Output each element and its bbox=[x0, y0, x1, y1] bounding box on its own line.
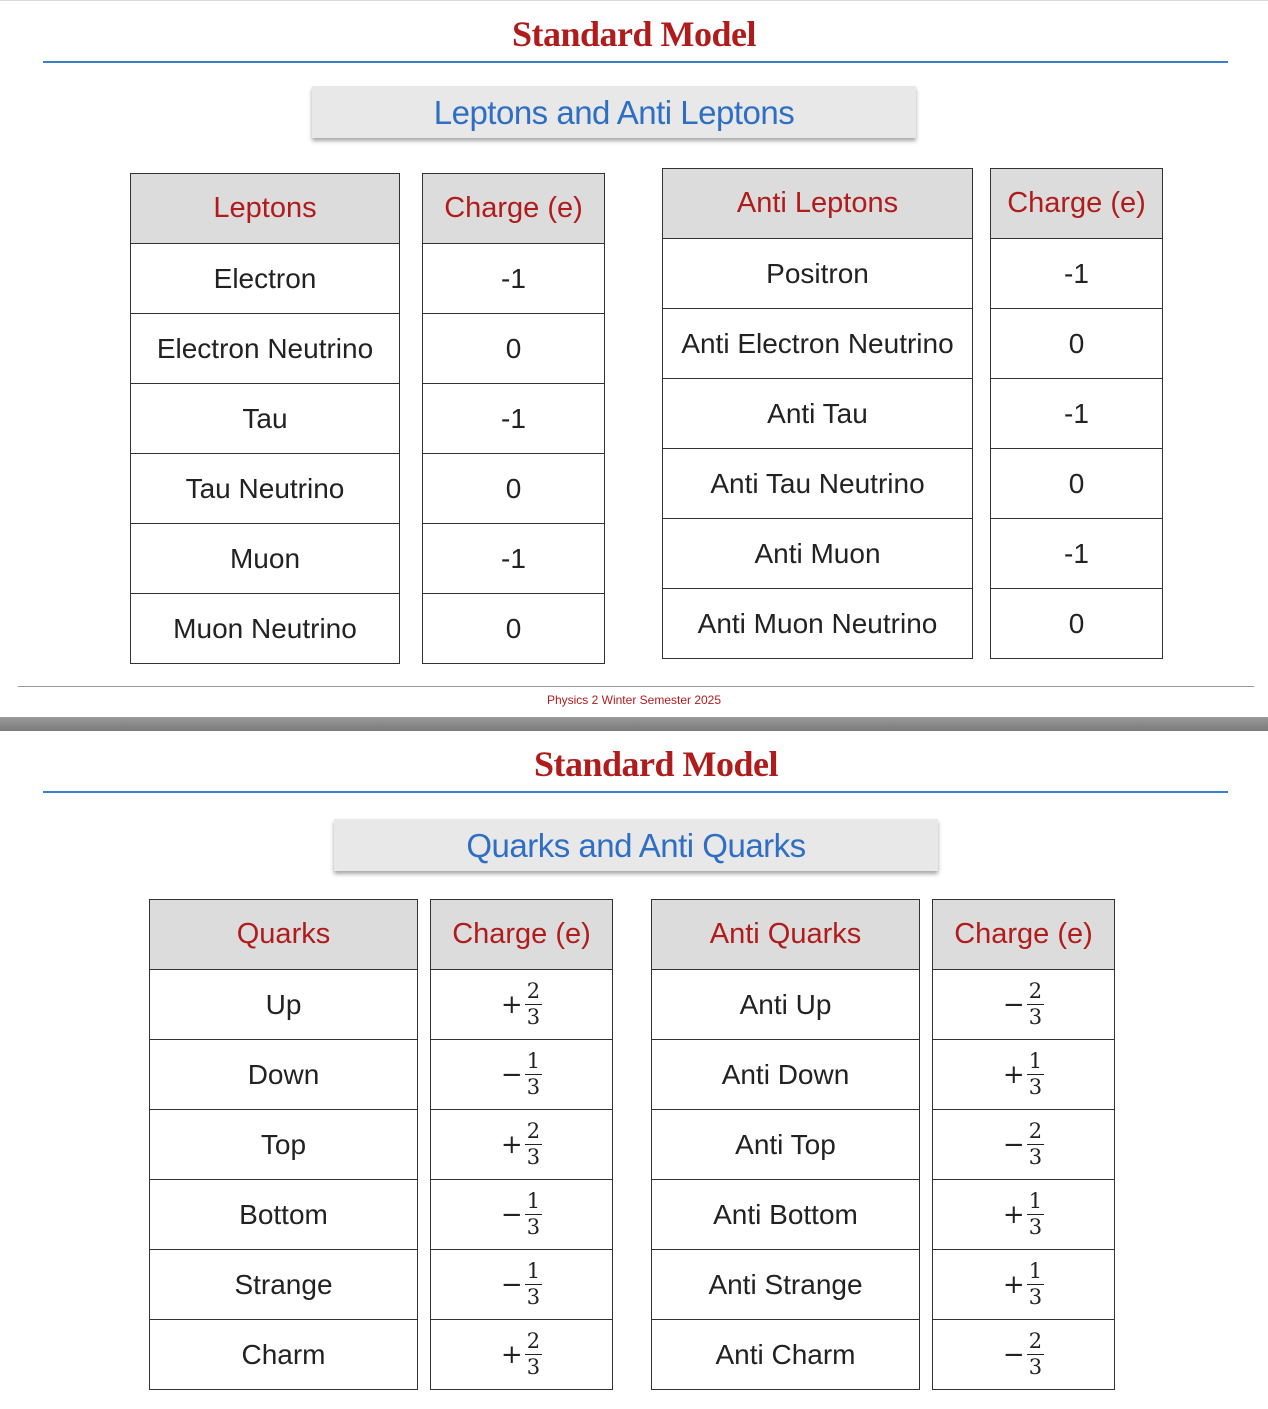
footer-text: Physics 2 Winter Semester 2025 bbox=[546, 693, 722, 707]
table-row bbox=[663, 379, 973, 449]
fraction-denominator: 3 bbox=[1028, 1355, 1043, 1379]
table-row bbox=[423, 384, 605, 454]
fraction-numerator: 1 bbox=[1028, 1049, 1043, 1073]
quark-charge-table bbox=[430, 899, 613, 1390]
table-cell: Positron bbox=[663, 239, 973, 309]
fraction-numerator: 2 bbox=[1028, 1329, 1043, 1353]
charge-cell bbox=[431, 970, 613, 1040]
table-cell: -1 bbox=[423, 384, 605, 454]
table-cell: Anti Up bbox=[652, 970, 920, 1040]
table-cell: -1 bbox=[991, 239, 1163, 309]
table-row bbox=[150, 1250, 418, 1320]
charge-header: Charge (e) bbox=[933, 900, 1115, 970]
table-row bbox=[991, 519, 1163, 589]
table-row bbox=[933, 1250, 1115, 1320]
table-cell: Anti Electron Neutrino bbox=[663, 309, 973, 379]
charge-header: Charge (e) bbox=[991, 169, 1163, 239]
table-cell: Anti Muon bbox=[663, 519, 973, 589]
fraction-numerator: 1 bbox=[526, 1189, 541, 1213]
table-cell: Down bbox=[150, 1040, 418, 1110]
table-cell: Muon bbox=[131, 524, 400, 594]
fraction-denominator: 3 bbox=[526, 1145, 541, 1169]
charge-sign: + bbox=[1002, 1059, 1025, 1090]
table-row bbox=[991, 589, 1163, 659]
charge-cell bbox=[431, 1180, 613, 1250]
charge-sign: + bbox=[500, 1129, 523, 1160]
table-cell: Electron Neutrino bbox=[131, 314, 400, 384]
charge-fraction bbox=[525, 981, 542, 1028]
table-cell: -1 bbox=[991, 379, 1163, 449]
slide-title: Standard Model bbox=[533, 744, 779, 784]
charge-fraction bbox=[525, 1191, 542, 1238]
charge-sign: + bbox=[500, 989, 523, 1020]
charge-fraction bbox=[1027, 1191, 1044, 1238]
footer-rule bbox=[18, 686, 1254, 687]
charge-cell bbox=[431, 1040, 613, 1110]
table-row bbox=[652, 1040, 920, 1110]
table-cell: -1 bbox=[991, 519, 1163, 589]
fraction-denominator: 3 bbox=[526, 1285, 541, 1309]
charge-sign: + bbox=[1002, 1199, 1025, 1230]
table-row bbox=[423, 454, 605, 524]
table-cell: -1 bbox=[423, 244, 605, 314]
fraction-numerator: 2 bbox=[526, 1329, 541, 1353]
charge-sign: + bbox=[1002, 1269, 1025, 1300]
charge-cell bbox=[933, 1040, 1115, 1110]
fraction-numerator: 1 bbox=[526, 1259, 541, 1283]
charge-sign: − bbox=[500, 1269, 523, 1300]
charge-fraction bbox=[1027, 1331, 1044, 1378]
table-row bbox=[431, 1180, 613, 1250]
charge-fraction bbox=[1027, 1051, 1044, 1098]
table-row bbox=[423, 314, 605, 384]
table-row bbox=[663, 449, 973, 519]
table-row bbox=[131, 314, 400, 384]
table-row bbox=[652, 1110, 920, 1180]
quarks-header: Quarks bbox=[150, 900, 418, 970]
table-cell: Tau Neutrino bbox=[131, 454, 400, 524]
charge-sign: − bbox=[1002, 989, 1025, 1020]
table-cell: Muon Neutrino bbox=[131, 594, 400, 664]
table-row bbox=[131, 594, 400, 664]
fraction-numerator: 1 bbox=[526, 1049, 541, 1073]
table-cell: -1 bbox=[423, 524, 605, 594]
table-row bbox=[652, 1180, 920, 1250]
table-row bbox=[150, 1320, 418, 1390]
table-cell: Strange bbox=[150, 1250, 418, 1320]
table-cell: 0 bbox=[991, 449, 1163, 519]
section-banner: Leptons and Anti Leptons bbox=[312, 86, 916, 138]
charge-fraction bbox=[525, 1261, 542, 1308]
charge-fraction bbox=[1027, 981, 1044, 1028]
fraction-denominator: 3 bbox=[1028, 1145, 1043, 1169]
title-rule bbox=[43, 791, 1228, 793]
charge-header: Charge (e) bbox=[423, 174, 605, 244]
fraction-denominator: 3 bbox=[526, 1075, 541, 1099]
anti-leptons-table bbox=[662, 168, 973, 659]
table-row bbox=[431, 1250, 613, 1320]
table-row bbox=[150, 970, 418, 1040]
section-banner: Quarks and Anti Quarks bbox=[334, 819, 938, 871]
table-row bbox=[663, 519, 973, 589]
fraction-numerator: 2 bbox=[526, 1119, 541, 1143]
table-row bbox=[423, 524, 605, 594]
fraction-denominator: 3 bbox=[1028, 1215, 1043, 1239]
table-row bbox=[131, 384, 400, 454]
table-row bbox=[431, 970, 613, 1040]
charge-cell bbox=[933, 1110, 1115, 1180]
table-row bbox=[991, 239, 1163, 309]
table-cell: Anti Tau bbox=[663, 379, 973, 449]
table-row bbox=[933, 970, 1115, 1040]
table-row bbox=[663, 239, 973, 309]
fraction-numerator: 1 bbox=[1028, 1259, 1043, 1283]
charge-fraction bbox=[525, 1051, 542, 1098]
table-cell: Anti Muon Neutrino bbox=[663, 589, 973, 659]
fraction-denominator: 3 bbox=[526, 1215, 541, 1239]
table-row bbox=[431, 1320, 613, 1390]
table-cell: Anti Charm bbox=[652, 1320, 920, 1390]
table-cell: Tau bbox=[131, 384, 400, 454]
anti-leptons-header: Anti Leptons bbox=[663, 169, 973, 239]
slide-title: Standard Model bbox=[511, 14, 757, 54]
table-row bbox=[131, 454, 400, 524]
charge-cell bbox=[933, 1180, 1115, 1250]
table-row bbox=[150, 1040, 418, 1110]
fraction-denominator: 3 bbox=[526, 1355, 541, 1379]
table-row bbox=[663, 589, 973, 659]
slide-quarks bbox=[0, 731, 1268, 1409]
table-row bbox=[933, 1110, 1115, 1180]
table-row bbox=[933, 1040, 1115, 1110]
table-cell: Anti Strange bbox=[652, 1250, 920, 1320]
table-cell: Electron bbox=[131, 244, 400, 314]
table-row bbox=[652, 1250, 920, 1320]
fraction-denominator: 3 bbox=[1028, 1285, 1043, 1309]
charge-cell bbox=[431, 1320, 613, 1390]
charge-fraction bbox=[1027, 1121, 1044, 1168]
table-cell: Up bbox=[150, 970, 418, 1040]
fraction-numerator: 1 bbox=[1028, 1189, 1043, 1213]
table-row bbox=[663, 309, 973, 379]
fraction-numerator: 2 bbox=[1028, 979, 1043, 1003]
charge-cell bbox=[431, 1110, 613, 1180]
table-cell: 0 bbox=[423, 314, 605, 384]
table-cell: 0 bbox=[423, 594, 605, 664]
table-row bbox=[431, 1110, 613, 1180]
charge-sign: + bbox=[500, 1339, 523, 1370]
charge-cell bbox=[933, 1250, 1115, 1320]
charge-cell bbox=[933, 970, 1115, 1040]
table-row bbox=[131, 244, 400, 314]
table-cell: Anti Top bbox=[652, 1110, 920, 1180]
fraction-numerator: 2 bbox=[1028, 1119, 1043, 1143]
title-rule bbox=[43, 61, 1228, 63]
table-cell: Top bbox=[150, 1110, 418, 1180]
table-row bbox=[933, 1320, 1115, 1390]
charge-cell bbox=[431, 1250, 613, 1320]
table-row bbox=[423, 244, 605, 314]
charge-fraction bbox=[525, 1121, 542, 1168]
table-cell: Charm bbox=[150, 1320, 418, 1390]
table-cell: 0 bbox=[991, 309, 1163, 379]
anti-quark-charge-table bbox=[932, 899, 1115, 1390]
charge-fraction bbox=[525, 1331, 542, 1378]
charge-sign: − bbox=[1002, 1129, 1025, 1160]
charge-cell bbox=[933, 1320, 1115, 1390]
quarks-table bbox=[149, 899, 418, 1390]
charge-sign: − bbox=[500, 1059, 523, 1090]
charge-fraction bbox=[1027, 1261, 1044, 1308]
table-row bbox=[131, 524, 400, 594]
fraction-denominator: 3 bbox=[1028, 1075, 1043, 1099]
anti-quarks-header: Anti Quarks bbox=[652, 900, 920, 970]
fraction-numerator: 2 bbox=[526, 979, 541, 1003]
table-cell: Anti Down bbox=[652, 1040, 920, 1110]
slide-separator bbox=[0, 717, 1268, 731]
table-row bbox=[652, 970, 920, 1040]
fraction-denominator: 3 bbox=[526, 1005, 541, 1029]
table-row bbox=[423, 594, 605, 664]
table-cell: Anti Bottom bbox=[652, 1180, 920, 1250]
leptons-header: Leptons bbox=[131, 174, 400, 244]
table-cell: 0 bbox=[991, 589, 1163, 659]
charge-sign: − bbox=[1002, 1339, 1025, 1370]
charge-header: Charge (e) bbox=[431, 900, 613, 970]
table-cell: Anti Tau Neutrino bbox=[663, 449, 973, 519]
table-cell: 0 bbox=[423, 454, 605, 524]
leptons-table bbox=[130, 173, 400, 664]
anti-lepton-charge-table bbox=[990, 168, 1163, 659]
table-row bbox=[933, 1180, 1115, 1250]
fraction-denominator: 3 bbox=[1028, 1005, 1043, 1029]
lepton-charge-table bbox=[422, 173, 605, 664]
table-row bbox=[150, 1180, 418, 1250]
table-row bbox=[431, 1040, 613, 1110]
table-row bbox=[991, 449, 1163, 519]
table-row bbox=[991, 309, 1163, 379]
table-cell: Bottom bbox=[150, 1180, 418, 1250]
table-row bbox=[150, 1110, 418, 1180]
charge-sign: − bbox=[500, 1199, 523, 1230]
table-row bbox=[991, 379, 1163, 449]
anti-quarks-table bbox=[651, 899, 920, 1390]
table-row bbox=[652, 1320, 920, 1390]
